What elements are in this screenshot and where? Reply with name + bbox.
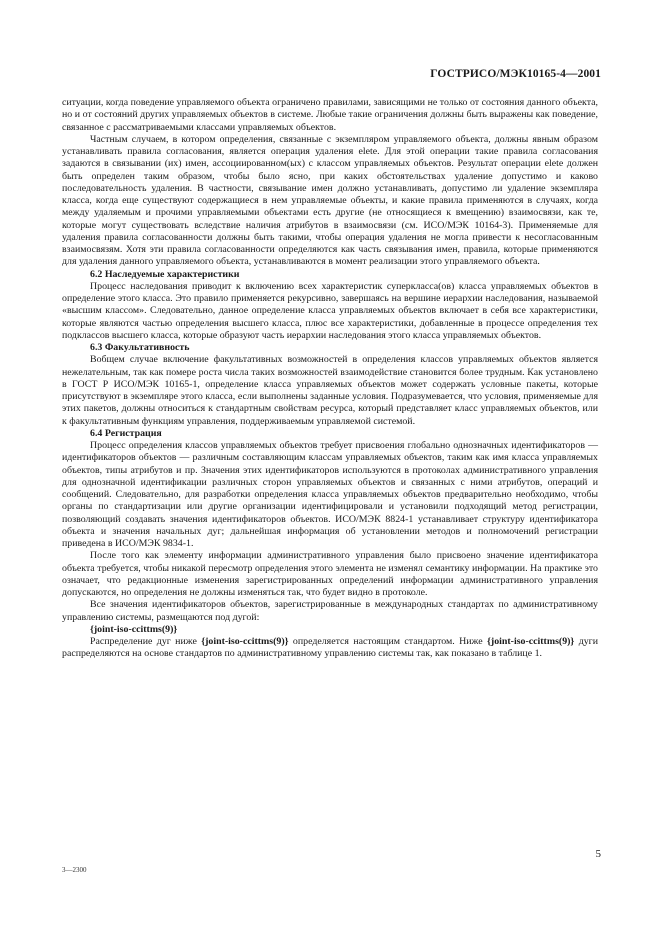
paragraph-oid-values: Все значения идентификаторов объектов, зарегистрированные в международных стандартах по административному управлению системы, размещаются под дугой: — [62, 599, 598, 623]
arc-text-part-1: Распределение дуг ниже — [90, 636, 202, 647]
section-heading-6-2: 6.2 Наследуемые характеристики — [90, 268, 240, 280]
paragraph-inheritance: Процесс наследования приводит к включению всех характеристик суперкласса(ов) класса управляемых объектов в определение этого класса. Это правило применяется рекурсивно, завершаясь на вершине иерархии наследования, называемой «высшим классом». Следовательно, данное определение класса управляемых объектов включает в себя все характеристики, которые являются частью определения высшего класса, плюс все характеристики, добавленные в процессе определения тех подклассов высшего класса, которые образуют часть иерархии наследования этого класса управляемых объектов. — [62, 280, 598, 341]
paragraph-optionality: Вобщем случае включение факультативных возможностей в определения классов управляемых объектов является нежелательным, так как помере роста числа таких возможностей взаимодействие становится более трудным. Как установлено в ГОСТ Р ИСО/МЭК 10165-1, определение класса управляемых объектов может содержать условные пакеты, которые присутствуют в экземпляре этого класса, если выполнены заданные условия. Подразумевается, что условия, применяемые для этих пакетов, должны относиться к стандартным свойствам ресурса, который представляет класс управляемых объектов, или к факультативным функциям управления, поддерживаемым управляемой системой. — [62, 354, 598, 427]
page-number: 5 — [595, 848, 601, 860]
print-code: 3—2300 — [62, 866, 87, 874]
paragraph-deletion-rules: Частным случаем, в котором определения, связанные с экземпляром управляемого объекта, должны явным образом устанавливать правила согласования, является операция удаления elete. Для этой операции такие правила согласования задаются в связывании (их) имен, ассоциированном(ых) с классом управляемых объектов. Результат операции elete должен быть определен таким образом, чтобы было ясно, при каких обстоятельствах удаление допустимо и каково последовательность удаления. В частности, связывание имен должно устанавливать, допустимо ли удаление экземпляра класса, когда еще существуют содержащиеся в нем управляемые объекты, и какие правила применяются в случаях, когда между удаляемым и прочими управляемыми объектами есть другие (не относящиеся к вмещению) взаимосвязи, как те, которые могут существовать вследствие наличия атрибутов в взаимосвязи (см. ИСО/МЭК 10164-3). Применяемые для удаления правила согласованности должны быть такими, чтобы операция удаления не могла привести к несогласованным взаимосвязям. Хотя эти правила согласованности определяются как часть связывания имен, правила, которые применяются для удаления данного управляемого объекта, устанавливаются в момент реализации этого управляемого объекта. — [62, 133, 598, 268]
paragraph-registration: Процесс определения классов управляемых объектов требует присвоения глобально однозначных идентификаторов — идентификаторов объектов — различным составляющим классам управляемых объектов, таким как имя класса управляемых объектов, типы атрибутов и пр. Значения этих идентификаторов используются в протоколах административного управления для однозначной идентификации различных сторон управляемых объектов и связанных с ними атрибутов, операций и сообщений. Следовательно, для разработки определения класса управляемых объектов предварительно необходимо, чтобы органы по стандартизации или другие организации идентифицировали и установили подходящий метод регистрации, позволяющий создавать значения идентификаторов объектов. ИСО/МЭК 8824-1 устанавливает структуру идентификатора объекта и значения начальных дуг; дальнейшая информация об установлении методов и полномочений регистрации приведена в ИСО/МЭК 9834-1. — [62, 440, 598, 549]
arc-identifier-line — [62, 624, 598, 636]
arc-identifier: {joint-iso-ccittms(9)} — [90, 623, 178, 635]
section-heading-6-4: 6.4 Регистрация — [90, 427, 162, 439]
arc-text-part-2: определяется настоящим стандартом. Ниже — [288, 636, 488, 647]
arc-inline-1: {joint-iso-ccittms(9)} — [201, 636, 289, 647]
paragraph-continuation: ситуации, когда поведение управляемого объекта ограничено правилами, зависящими не только от состояния данного объекта, но и от состояний других управляемых объектов в системе. Любые такие ограничения должны быть выражены как поведение, связанное с рассматриваемыми классами управляемых объектов. — [62, 97, 598, 133]
section-heading-6-3: 6.3 Факультативность — [90, 342, 190, 353]
paragraph-arc-allocation — [62, 636, 598, 661]
arc-text-part-3: дуги распределяются на основе стандартов по административному управлению системы так, как показано в таблице 1. — [62, 636, 599, 660]
paragraph-oid-revision: После того как элементу информации административного управления было присвоено значение идентификатора объекта требуется, чтобы никакой пересмотр определения этого элемента не изменял семантику информации. На практике это означает, что редакционные изменения зарегистрированных определений информации административного управления допускаются, но определения не должны изменяться так, что будет видно в протоколе. — [62, 550, 598, 598]
arc-inline-2: {joint-iso-ccittms(9)} — [487, 636, 575, 647]
document-standard-header: ГОСТРИСО/МЭК10165-4—2001 — [430, 68, 601, 80]
document-body — [62, 97, 598, 661]
